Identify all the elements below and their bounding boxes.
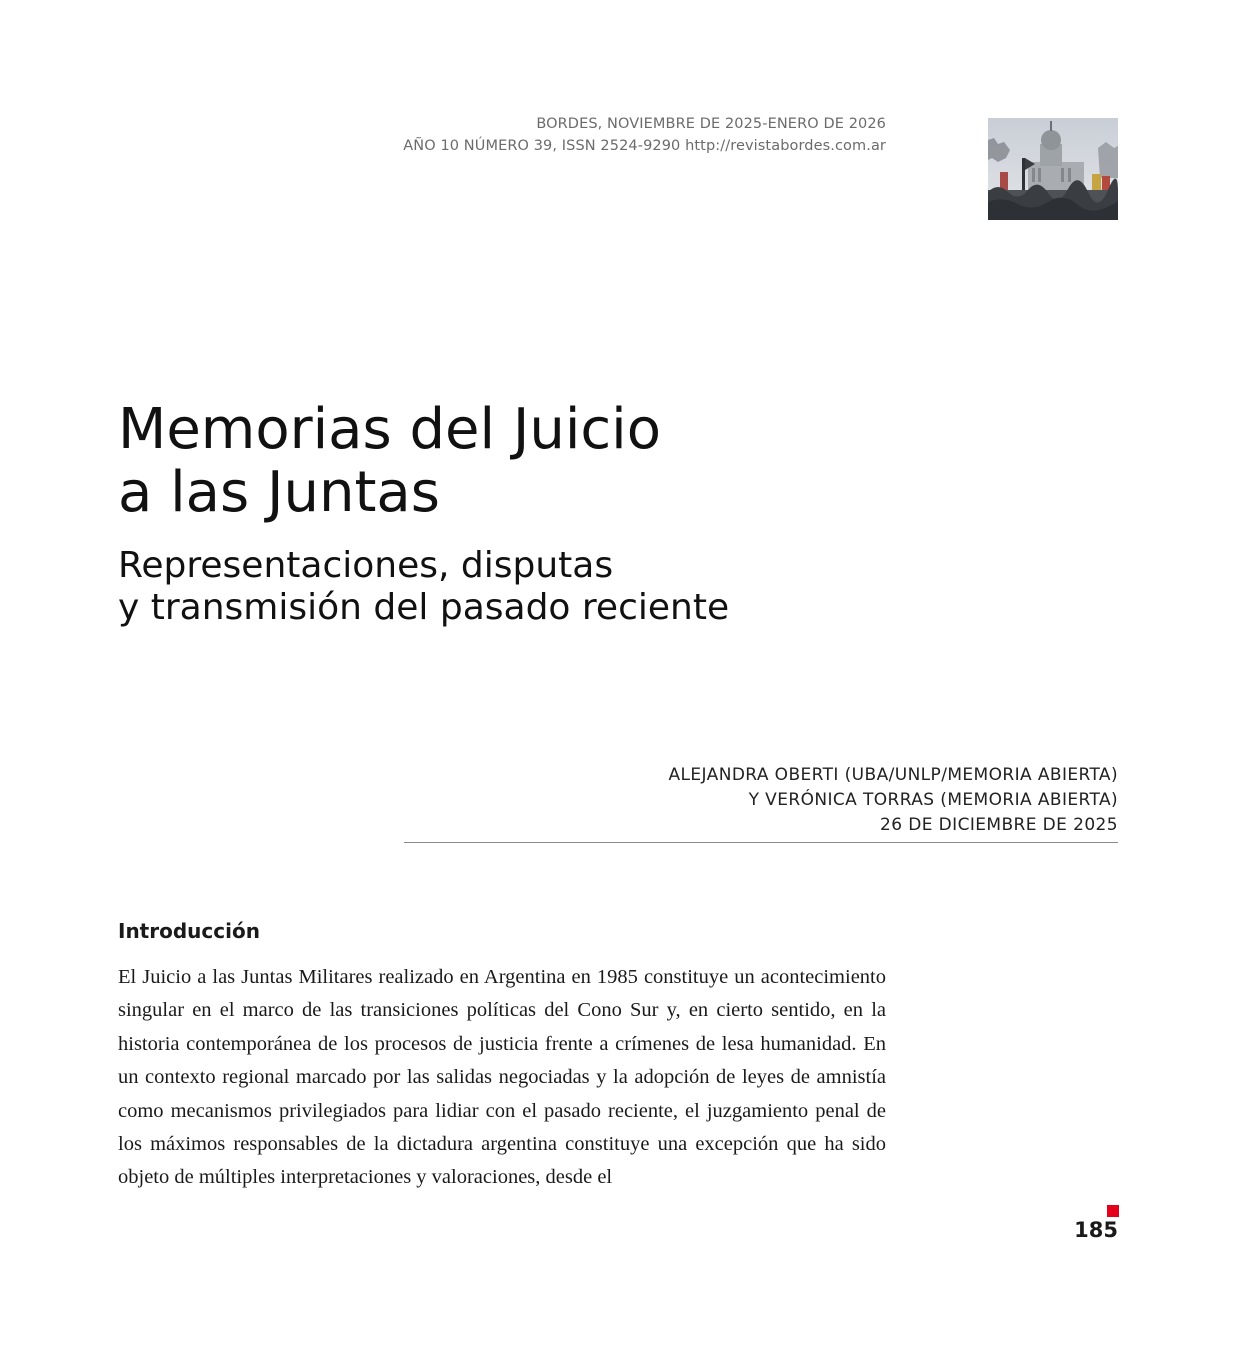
section-heading: Introducción [118, 919, 260, 943]
masthead-issue-line: BORDES, NOVIEMBRE DE 2025-ENERO DE 2026 [536, 116, 886, 132]
page-number: 185 [1074, 1218, 1118, 1242]
article-title-line-1: Memorias del Juicio [118, 397, 661, 462]
article-title [118, 398, 918, 524]
byline-divider [404, 842, 1118, 843]
author-1: ALEJANDRA OBERTI (UBA/UNLP/MEMORIA ABIERTA) [668, 765, 1118, 785]
body-paragraph: El Juicio a las Juntas Militares realizado en Argentina en 1985 constituye un acontecimiento singular en el marco de las transiciones políticas del Cono Sur y, en cierto sentido, en la historia contemporánea de los procesos de justicia frente a crímenes de lesa humanidad. En un contexto regional marcado por las salidas negociadas y la adopción de leyes de amnistía como mecanismos privilegiados para lidiar con el pasado reciente, el juzgamiento penal de los máximos responsables de la dictadura argentina constituye una excepción que ha sido objeto de múltiples interpretaciones y valoraciones, desde el [118, 966, 886, 1189]
author-byline [669, 763, 1118, 838]
cover-photo-thumbnail [988, 118, 1118, 220]
article-subtitle-line-1: Representaciones, disputas [118, 545, 614, 586]
masthead-issn-line: AÑO 10 NÚMERO 39, ISSN 2524-9290 http://revistabordes.com.ar [403, 138, 886, 154]
publication-date: 26 DE DICIEMBRE DE 2025 [880, 815, 1118, 835]
article-title-line-2: a las Juntas [118, 460, 440, 525]
author-2: Y VERÓNICA TORRAS (MEMORIA ABIERTA) [748, 790, 1118, 810]
journal-masthead [403, 113, 886, 157]
page-marker-square [1107, 1205, 1119, 1217]
article-subtitle-line-2: y transmisión del pasado reciente [118, 587, 730, 628]
article-subtitle [118, 545, 918, 629]
